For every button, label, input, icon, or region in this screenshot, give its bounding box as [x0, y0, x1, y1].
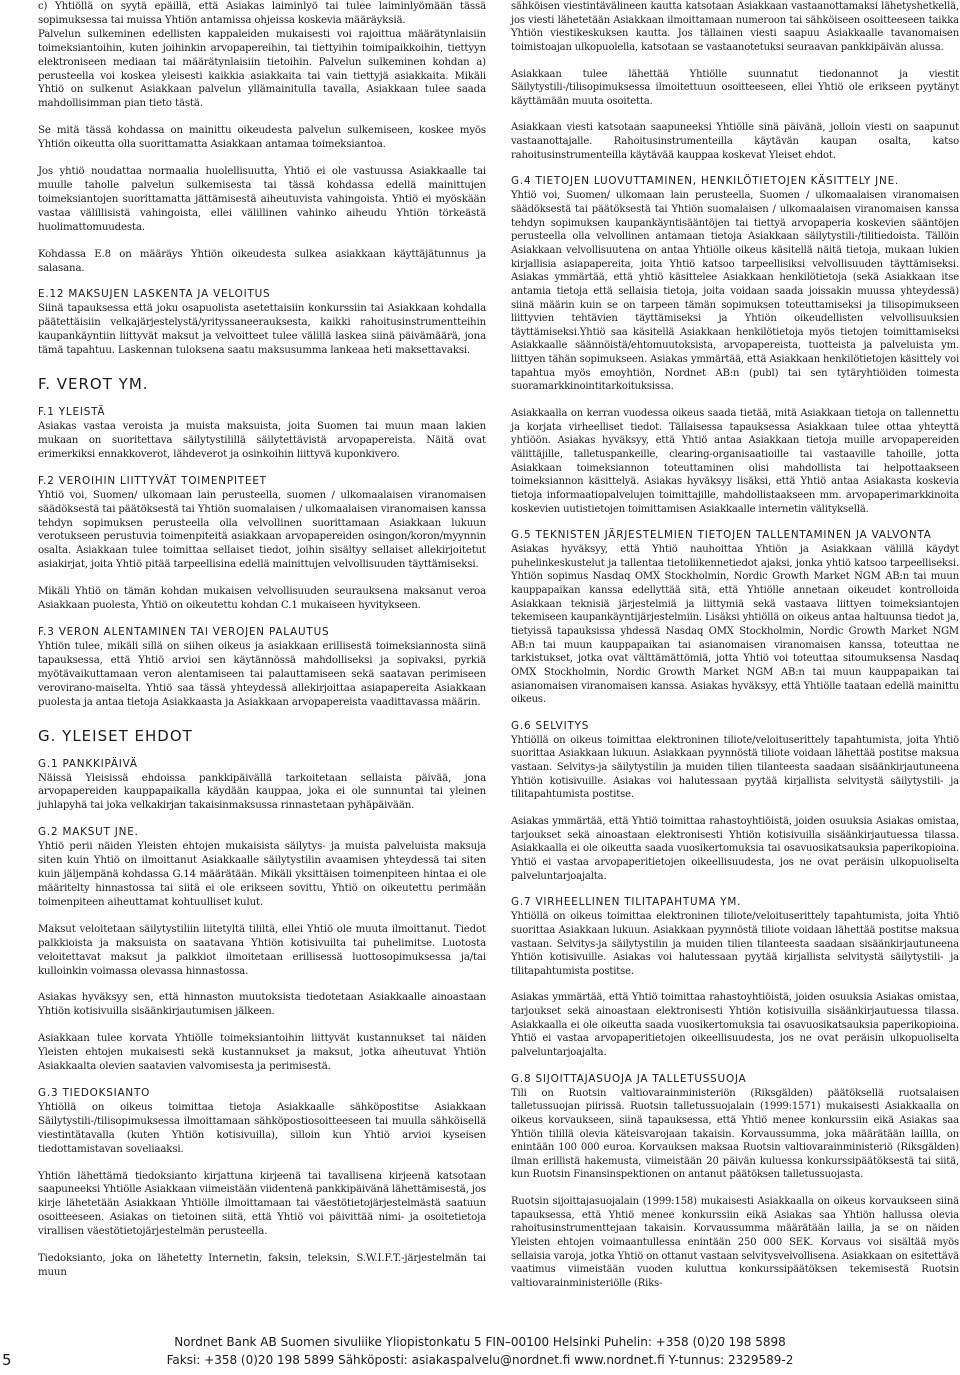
section-heading-g5: G.5 TEKNISTEN JÄRJESTELMIEN TIETOJEN TALLENTAMINEN JA VALVONTA [511, 529, 932, 542]
paragraph: c) Yhtiöllä on syytä epäillä, että Asiakas laiminlyö tai tulee laiminlyömään tässä sopimuksessa tai muissa Yhtiön antamissa ohjeissa koskevia määräyksiä. [38, 1, 486, 26]
section-heading-g6: G.6 SELVITYS [511, 719, 590, 732]
paragraph: Asiakas hyväksyy, että Yhtiö nauhoittaa Yhtiön ja Asiakkaan välillä käydyt puhelinkeskustelut ja tallentaa tietoliikennetiedot ajaksi, jonka yhtiö katsoo tarpeelliseksi. Yhtiön sopimus Nasdaq OMX Stockholmin, Nordic Growth Market NGM AB:n tai muun kauppapaikan kanssa edellyttää sitä, että Yhtiölle annetaan oikeudet kontrolloida Asiakkaan teknisiä järjestelmiä ja liittymiä sekä vastaava liittyen toimeksiantojen tekemiseen kaupankäyntijärjestelmiin. Lisäksi yhtiöllä on oikeus antaa haltuunsa tiedot ja, tietyissä tapauksissa yhdessä Nasdaq OMX Stockholmin, Nordic Growth Market NGM AB:n tai muun kauppapaikan tai asianomaisen viranomaisen kanssa, toteuttaa ne tarkistukset, jotka ovat välttämättömiä, jotta Yhtiö voi toteuttaa sitoumuksensa Nasdaq OMX Stockholmin, Nordic Growth Market NGM AB:n tai muun kauppapaikan tai asianomaisen viranomaisen kanssa. Asiakas hyväksyy, että Yhtiölle taataan edellä mainittu oikeus. [511, 544, 959, 706]
section-heading-e12: E.12 MAKSUJEN LASKENTA JA VELOITUS [38, 288, 271, 301]
paragraph: Yhtiö voi, Suomen/ ulkomaan lain perusteella, suomen / ulkomaalaisen viranomaisen säädöksestä tai päätöksestä tai Yhtiön suomalaisen / ulkomaalaisen viranomaisen kanssa tehdyn sopimuksen perusteella olla velvollinen suorittamaan Asiakkaan lukuun verotukseen perustuvia toimenpiteitä asiakkaan arvopapereiden osingon/koron/myynnin osalta. Asiakkaan tulee toimittaa sellaiset tiedot, joihin sisältyy sellaiset allekirjoitetut asiakirjat, joita Yhtiö pitää tarpeellisina edellä mainittujen velvollisuuden täyttämiseksi. [38, 489, 486, 571]
paragraph: Yhtiöllä on oikeus toimittaa elektroninen tiliote/veloituserittely tapahtumista, joita Yhtiö suorittaa Asiakkaan lukuun. Asiakkaan pyynnöstä tiliote voidaan lähettää postitse maksua vastaan. Selvitys-ja säilytystilin ja muiden tilien tilanteesta saadaan sisäänkirjautuneena Yhtiön kotisivuille. Asiakas voi halutessaan pyytää kirjallista selvitystä säilytystili- ja tilitapahtumista postitse. [511, 734, 959, 801]
section-heading-g4: G.4 TIETOJEN LUOVUTTAMINEN, HENKILÖTIETOJEN KÄSITTELY JNE. [511, 175, 900, 188]
right-column [511, 0, 959, 1304]
paragraph: Se mitä tässä kohdassa on mainittu oikeudesta palvelun sulkemiseen, koskee myös Yhtiön oikeutta olla suorittamatta Asiakkaan antamaa toimeksiantoa. [38, 125, 486, 151]
footer-address: Nordnet Bank AB Suomen sivuliike Yliopistonkatu 5 FIN–00100 Helsinki Puhelin: +358 (0)20 198 5898 [174, 1335, 786, 1349]
left-column [38, 0, 486, 1293]
section-heading-f3: F.3 VERON ALENTAMINEN TAI VEROJEN PALAUTUS [38, 626, 330, 638]
paragraph: Maksut veloitetaan säilytystiliin liitetyltä tililtä, ellei Yhtiö ole muuta ilmoittanut. Tiedot palkkioista ja maksuista on saatavana Yhtiön kotisivuilta tai puhelimitse. Luotosta veloitettavat maksut ja palkkiot ilmoitetaan erillisessä luottosopimuksessa ja/tai kulloinkin voimassa olevassa hinnastossa. [38, 923, 486, 977]
paragraph: Ruotsin sijoittajasuojalain (1999:158) mukaisesti Asiakkaalla on oikeus korvaukseen siinä tapauksessa, että Yhtiö menee konkurssiin eikä Asiakas saa Yhtiön hallussa olevia rahoitusinstrumenttejaan takaisin. Korvaussumma määrätään lailla, ja se on näiden Yleisten ehtojen voimaantullessa enintään 250 000 SEK. Korvaus voi sisältää myös sellaisia varoja, jotka Yhtiö on ottanut vastaan selvitysvelvollisena. Asiakkaan on esitettävä vaatimus viimeistään vuoden kuluttua konkurssipäätöksen tekemisestä Ruotsin valtiovarainministeriölle (Riks- [511, 1196, 959, 1289]
paragraph: Asiakkaan viesti katsotaan saapuneeksi Yhtiölle sinä päivänä, jolloin viesti on saapunut vastaanottajalle. Rahoitusinstrumenteilla käytävän kaupan osalta, katso rahoitusinstrumenteilla käytävää kauppaa koskevat Yleiset ehdot. [511, 122, 959, 161]
paragraph: Asiakas hyväksyy sen, että hinnaston muutoksista tiedotetaan Asiakkaalle ainoastaan Yhtiön kotisivuilla sisäänkirjautumisen jälkeen. [38, 992, 486, 1018]
footer-contact: Faksi: +358 (0)20 198 5899 Sähköposti: asiakaspalvelu@nordnet.fi www.nordnet.fi Y-tunnus: 2329589-2 [166, 1353, 794, 1367]
paragraph: Asiakas ymmärtää, että Yhtiö toimittaa rahastoyhtiöistä, joiden osuuksia Asiakas omistaa, tarjoukset sekä ainoastaan elektronisesti Yhtiön kotisivuilla sisäänkirjautuessa tilassa. Asiakkaalla ei ole oikeutta saada vuosikertomuksia tai osavuosikatsauksia paperikopioina. Yhtiö ei vastaa arvopaperitietojen oikeellisuudesta, jos ne ovat peräisin ulkopuoliselta palveluntarjoajalta. [511, 992, 959, 1058]
section-heading-g2: G.2 MAKSUT JNE. [38, 826, 139, 839]
paragraph: Yhtiön tulee, mikäli sillä on siihen oikeus ja asiakkaan erillisestä toimeksiannosta siinä tapauksessa, että Yhtiö arvioi sen käytännössä mahdolliseksi ja sopivaksi, pyrkiä myötävaikuttamaan veron alentamiseen tai palauttamiseen sekä saatavan perimiseen verovirano-maiselta. Yhtiö saa tässä yhteydessä allekirjoittaa asiapapereita Asiakkaan puolesta ja antaa tietoja Asiakkaasta ja Asiakkaan arvopapereista vaadittavassa määrin. [38, 641, 486, 708]
paragraph: Asiakas ymmärtää, että Yhtiö toimittaa rahastoyhtiöistä, joiden osuuksia Asiakas omistaa, tarjoukset sekä ainoastaan elektronisesti Yhtiön kotisivuilla sisäänkirjautuessa tilassa. Asiakkaalla ei ole oikeutta saada vuosikertomuksia tai osavuosikatsauksia paperikopioina. Yhtiö ei vastaa arvopaperitietojen oikeellisuudesta, jos ne ovat peräisin ulkopuoliselta palveluntarjoajalta. [511, 816, 959, 882]
paragraph: Tili on Ruotsin valtiovarainministeriön (Riksgälden) päätöksellä ruotsalaisen talletussuojan piirissä. Ruotsin talletussuojalain (1999:1571) mukaisesti Asiakkaalla on oikeus korvaukseen, siinä tapauksessa, että Yhtiö menee konkurssiin eikä Asiakas saa Yhtiön tilillä olevia käteisvarojaan takaisin. Korvaussumma, joka määrätään laillla, on enintään 100 000 euroa. Korvauksen maksaa Ruotsin valtiovarainministeriö (Riksgälden) ilman erillistä hakemusta, viimeistään 20 päivän kuluessa konkurssipäätöksestä tai siitä, kun Ruotsin Finansinspektionen on antanut päätöksen talletussuojasta. [511, 1087, 959, 1181]
paragraph: Palvelun sulkeminen edellisten kappaleiden mukaisesti voi rajoittua määrätynlaisiin toimeksiantoihin, kuten joihinkin arvopapereihin, tai tiettyihin toimipaikkoihin, tiettyyn elektroniseen mediaan tai määrätynlaisiin tietoihin. Palvelun sulkeminen kohdan a) perusteella voi koskea yleisesti kaikkia asiakkaita tai vain tiettyjä asiakkaita. Mikäli Yhtiö on sulkenut Asiakkaan palvelun yllämainitulla tavalla, Asiakkaan tulee saada mahdollisimman pian tieto tästä. [38, 28, 486, 110]
paragraph: Yhtiö voi, Suomen/ ulkomaan lain perusteella, Suomen / ulkomaalaisen viranomaisen säädöksestä tai päätöksestä tai Yhtiön suomalaisen / ulkomaalaisen viranomaisen kanssa tehdyn sopimuksen kaupankäyntisääntöjen tai tiettyä arvopaperia koskevien sääntöjen perusteella olla velvollinen antamaan tietoja Asiakkaan säilytystili-/tilitiedoista. Tällöin Asiakkaan velvollisuutena on antaa Yhtiölle oikeus käsitellä näitä tietoja, mukaan lukien kirjallisia asiapapereita, joita Yhtiö katsoo tarpeellisiksi velvollisuuden täyttämiseksi. Asiakas ymmärtää, että yhtiö käsittelee Asiakkaan henkilötietoja (sekä Asiakkaan itse antamia tietoja että sellaisia tietoja, joita voidaan saada joissakin muussa yhteydessä) siinä määrin kuin se on tarpeen tämän sopimuksen toteuttamiseksi ja tilisopimukseen liittyvien tehtävien täyttämiseksi ja Yhtiön oikeudellisten velvollisuuksien täyttämiseksi.Yhtiö saa käsitellä Asiakkaan henkilötietoja myös tietojen toimittamiseksi Asiakkaalle säännöistä/ehtomuutoksista, arvopapereista, tuotteista ja palveluista ym. liittyen tähän sopimukseen. Asiakas ymmärtää, että Asiakkaan henkilötietojen käsittely voi tapahtua myös emoyhtiön, Nordnet AB:n (publ) tai sen tytäryhtiöiden toimesta suoramarkkinointitarkoituksissa. [511, 190, 959, 393]
paragraph: Asiakas vastaa veroista ja muista maksuista, joita Suomen tai muun maan lakien mukaan on suoritettava säilytystilillä säilytettävistä arvopapereista. Näitä ovat erimerkiksi ennakkoverot, lähdeverot ja osinkoihin liittyvä kuponkivero. [38, 421, 486, 460]
paragraph: Yhtiö perii näiden Yleisten ehtojen mukaisista säilytys- ja muista palveluista maksuja siten kuin Yhtiö on ilmoittanut Asiakkaalle säilytystilin avaamisen yhteydessä tai siten kuin jäljempänä kohdassa G.14 määrätään. Mikäli yksittäisen toimenpiteen hintaa ei ole määritelty hinnastossa tai siitä ei ole erikseen sovittu, Yhtiö on oikeutettu perimään toimenpiteen aiheuttamat kohtuulliset kulut. [38, 841, 486, 908]
chapter-heading-f: F. VEROT YM. [38, 375, 149, 394]
paragraph: Näissä Yleisissä ehdoissa pankkipäivällä tarkoitetaan sellaista päivää, jona arvopapereiden kauppapaikalla käydään kauppaa, joka ei ole sunnuntai tai yleinen juhlapyhä tai joka velkakirjan takaisinmaksussa rinnastetaan pyhäpäivään. [38, 772, 486, 812]
section-heading-g7: G.7 VIRHEELLINEN TILITAPAHTUMA YM. [511, 896, 742, 909]
paragraph: Mikäli Yhtiö on tämän kohdan mukaisen velvollisuuden seurauksena maksanut veroa Asiakkaan puolesta, Yhtiö on oikeutettu kohdan C.1 mukaiseen hyvitykseen. [38, 586, 486, 612]
paragraph: Asiakkaalla on kerran vuodessa oikeus saada tietää, mitä Asiakkaan tietoja on tallennettu ja korjata virheelliset tiedot. Tällaisessa tapauksessa Asiakkaan tulee ottaa yhteyttä yhtiöön. Asiakas hyväksyy, että Yhtiö antaa Asiakkaan tietoja muille arvopapereiden välittäjille, talletuspankeille, clearing-organisaatioille tai vastaaville tahoille, jotta Asiakkaan toimeksiannon toteuttaminen olisi mahdollista tai helpottaakseen toimeksiannon käsittelyä. Asiakas hyväksyy lisäksi, että Yhtiö antaa Asiakasta koskevia tietoja informaatiopalvelujen toimittajille, mahdollistaakseen mm. arvopaperimarkkinoita koskevien uutistietojen toimittamisen Asiakkaalle internetin välityksellä. [511, 408, 959, 515]
paragraph: Yhtiön lähettämä tiedoksianto kirjattuna kirjeenä tai tavallisena kirjeenä katsotaan saapuneeksi Yhtiölle Asiakkaan viimeistään viidentenä pankkipäivänä lähettämisestä, jos kirje lähetetään Asiakkaan Yhtiölle ilmoittamaan tai väestötietojärjestelmästä saatuun osoitteeseen. Asiakas on tietoinen siitä, että Yhtiö voi päivittää nimi- ja osoitetietoja virallisen väestötietojärjestelmän perusteella. [38, 1170, 486, 1238]
paragraph: Siinä tapauksessa että joku osapuolista asetettaisiin konkurssiin tai Asiakkaan kohdalla päätettäisiin velkajärjestelystä/yrityssaneerauksesta, kaikki rahoitusinstrumentteihin kaupankäyntiin liittyvät maksut ja velvoitteet tulee välillä laskea siinä päivämäärä, jona tämä tapahtuu. Laskennan tuloksena saatu maksusumma lankeaa heti maksettavaksi. [38, 303, 486, 357]
section-heading-g3: G.3 TIEDOKSIANTO [38, 1086, 151, 1099]
paragraph: Tiedoksianto, joka on lähetetty Internetin, faksin, teleksin, S.W.I.F.T.-järjestelmän tai muun [38, 1253, 486, 1278]
section-heading-f2: F.2 VEROIHIN LIITTYVÄT TOIMENPITEET [38, 474, 267, 487]
paragraph: Kohdassa E.8 on määräys Yhtiön oikeudesta sulkea asiakkaan käyttäjätunnus ja salasana. [38, 248, 486, 274]
section-heading-g8: G.8 SIJOITTAJASUOJA JA TALLETUSSUOJA [511, 1072, 747, 1085]
section-heading-f1: F.1 YLEISTÄ [38, 406, 106, 419]
paragraph: Asiakkaan tulee lähettää Yhtiölle suunnatut tiedonannot ja viestit Säilytystili-/tilisopimuksessa ilmoitettuun osoitteeseen, ellei Yhtiö ole erikseen pyytänyt käyttämään muuta osoitetta. [511, 68, 959, 107]
paragraph: Asiakkaan tulee korvata Yhtiölle toimeksiantoihin liittyvät kustannukset tai näiden Yleisten ehtojen mukaisesti sekä kustannukset ja maksut, jotka aiheutuvat Yhtiön Asiakkaalta olevien saatavien valvomisesta ja perimisestä. [38, 1033, 486, 1073]
paragraph: sähköisen viestintävälineen kautta katsotaan Asiakkaan vastaanottamaksi lähetyshetkellä, jos viesti lähetetään Asiakkaan ilmoittamaan numeroon tai sähköiseen osoitteeseen taikka Yhtiön viestikeskuksen kautta. Jos tällainen viesti saapuu Asiakkaalle tavanomaisen toimistoajan ulkopuolella, katsotaan se vastaanotetuksi seuraavan pankkipäivän alussa. [511, 1, 959, 53]
paragraph: Jos yhtiö noudattaa normaalia huolellisuutta, Yhtiö ei ole vastuussa Asiakkaalle tai muulle taholle palvelun sulkemisesta tai tässä kohdassa edellä mainittujen toimeksiantojen suorittamatta jättämisestä aiheutuvista vahingoista. Yhtiö ei myöskään vastaa välillisistä vahingoista, ellei välillinen vahinko aiheudu Yhtiön törkeästä huolimattomuudesta. [38, 166, 486, 233]
section-heading-g1: G.1 PANKKIPÄIVÄ [38, 757, 138, 770]
paragraph: Yhtiöllä on oikeus toimittaa elektroninen tiliote/veloituserittely tapahtumista, joita Yhtiö suorittaa Asiakkaan lukuun. Asiakkaan pyynnöstä tiliote voidaan lähettää postitse maksua vastaan. Selvitys-ja säilytystilin ja muiden tilien tilanteesta saadaan sisäänkirjautuneena Yhtiön kotisivuille. Asiakas voi halutessaan pyytää kirjallista selvitystä säilytystili- ja tilitapahtumista postitse. [511, 911, 959, 977]
page-number: 5 [2, 1351, 12, 1369]
paragraph: Yhtiöllä on oikeus toimittaa tietoja Asiakkaalle sähköpostitse Asiakkaan Säilytystili-/tilisopimuksessa ilmoittamaan sähköpostiosoitteeseen tai muulla sähköisellä viestintätavalla (kuten Yhtiön kotisivuilla), silloin kun Yhtiö arvioi kyseisen tiedottamistavan soveliaaksi. [38, 1101, 486, 1155]
chapter-heading-g: G. YLEISET EHDOT [38, 726, 193, 745]
